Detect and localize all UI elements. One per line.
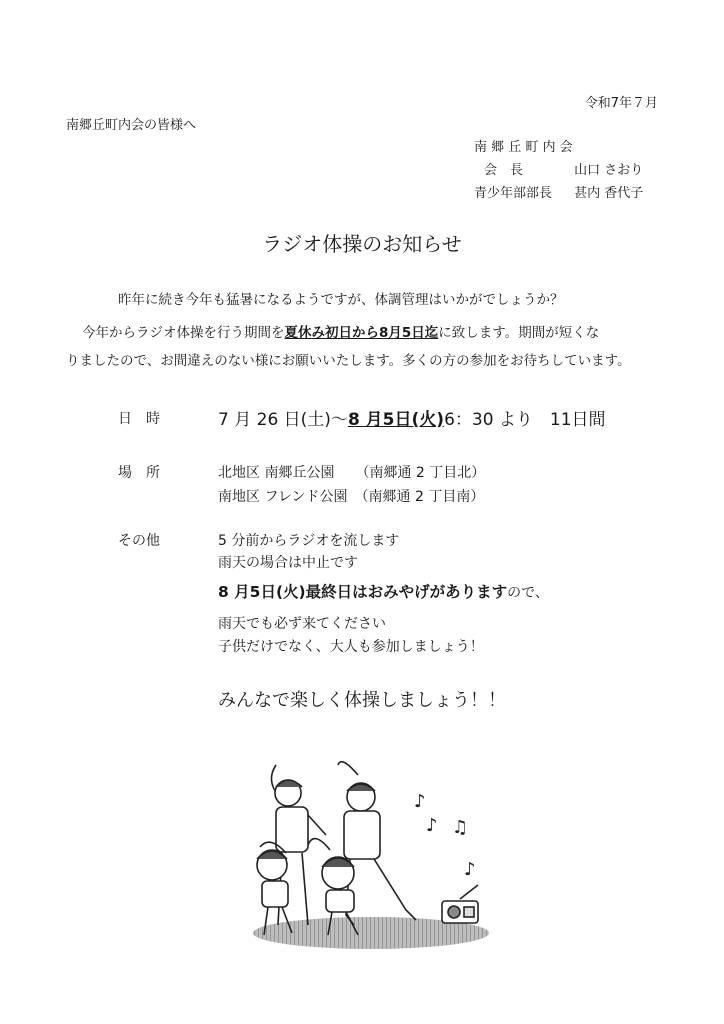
text-span: ので、 [507,585,549,601]
closing-message: みんなで楽しく体操しましょう！！ [218,690,506,711]
value-place-south: 南地区 フレンド公園 （南郷通 2 丁目南） [218,489,485,505]
label-place: 場 所 [118,465,160,481]
body-paragraph-2 [82,321,599,341]
svg-text:♪: ♪ [464,859,476,880]
text-span: に致します。期間が短くな [438,325,600,341]
document-date: 令和7年７月 [584,96,658,111]
addressee: 南郷丘町内会の皆様へ [66,118,197,133]
value-other-1: 5 分前からラジオを流します [218,533,400,549]
sender-role: 青少年部部長 [474,186,553,201]
child-figure-left [257,842,292,935]
emphasis-period: 夏休み初日から8月5日迄 [284,325,439,341]
text-span: 7 月 26 日(土)～ [218,410,348,430]
sender-line-youth-head [474,182,643,201]
page-title: ラジオ体操のお知らせ [262,232,462,256]
value-place-north: 北地区 南郷丘公園 （南郷通 2 丁目北） [218,465,486,481]
body-paragraph-3: りましたので、お間違えのない様にお願いいたします。多くの方の参加をお待ちしています。 [66,353,631,369]
sender-role: 南 郷 丘 町 内 会 [474,140,573,155]
music-notes-icon [414,791,476,880]
value-other-3: 雨天でも必ず来てください [218,616,386,632]
value-other-2: 雨天の場合は中止です [218,555,358,571]
text-span: 6：30 より 11日間 [444,410,606,430]
radio-icon [442,885,478,923]
exercise-illustration [246,735,496,950]
body-paragraph-1: 昨年に続き今年も猛暑になるようですが、体調管理はいかがでしょうか？ [118,292,564,308]
sender-name: 山口 さおり [574,163,644,178]
value-datetime [218,405,606,430]
emphasis-souvenir: 8 月5日(火)最終日はおみやげがあります [218,583,508,601]
sender-line-chairman [474,159,643,178]
text-span: 今年からラジオ体操を行う期間を [82,325,285,341]
svg-text:♫: ♫ [452,817,469,838]
emphasis-end-date: 8 月5日(火) [347,410,445,430]
value-other-souvenir [218,580,549,602]
sender-name: 甚内 香代子 [574,186,644,201]
value-other-4: 子供だけでなく、大人も参加しましょう！ [218,639,484,655]
sender-role: 会 長 [484,163,524,178]
sender-line-association [474,136,573,155]
svg-text:♪: ♪ [414,791,426,812]
label-datetime: 日 時 [118,411,160,427]
svg-text:♪: ♪ [426,815,438,836]
label-other: その他 [118,533,160,549]
